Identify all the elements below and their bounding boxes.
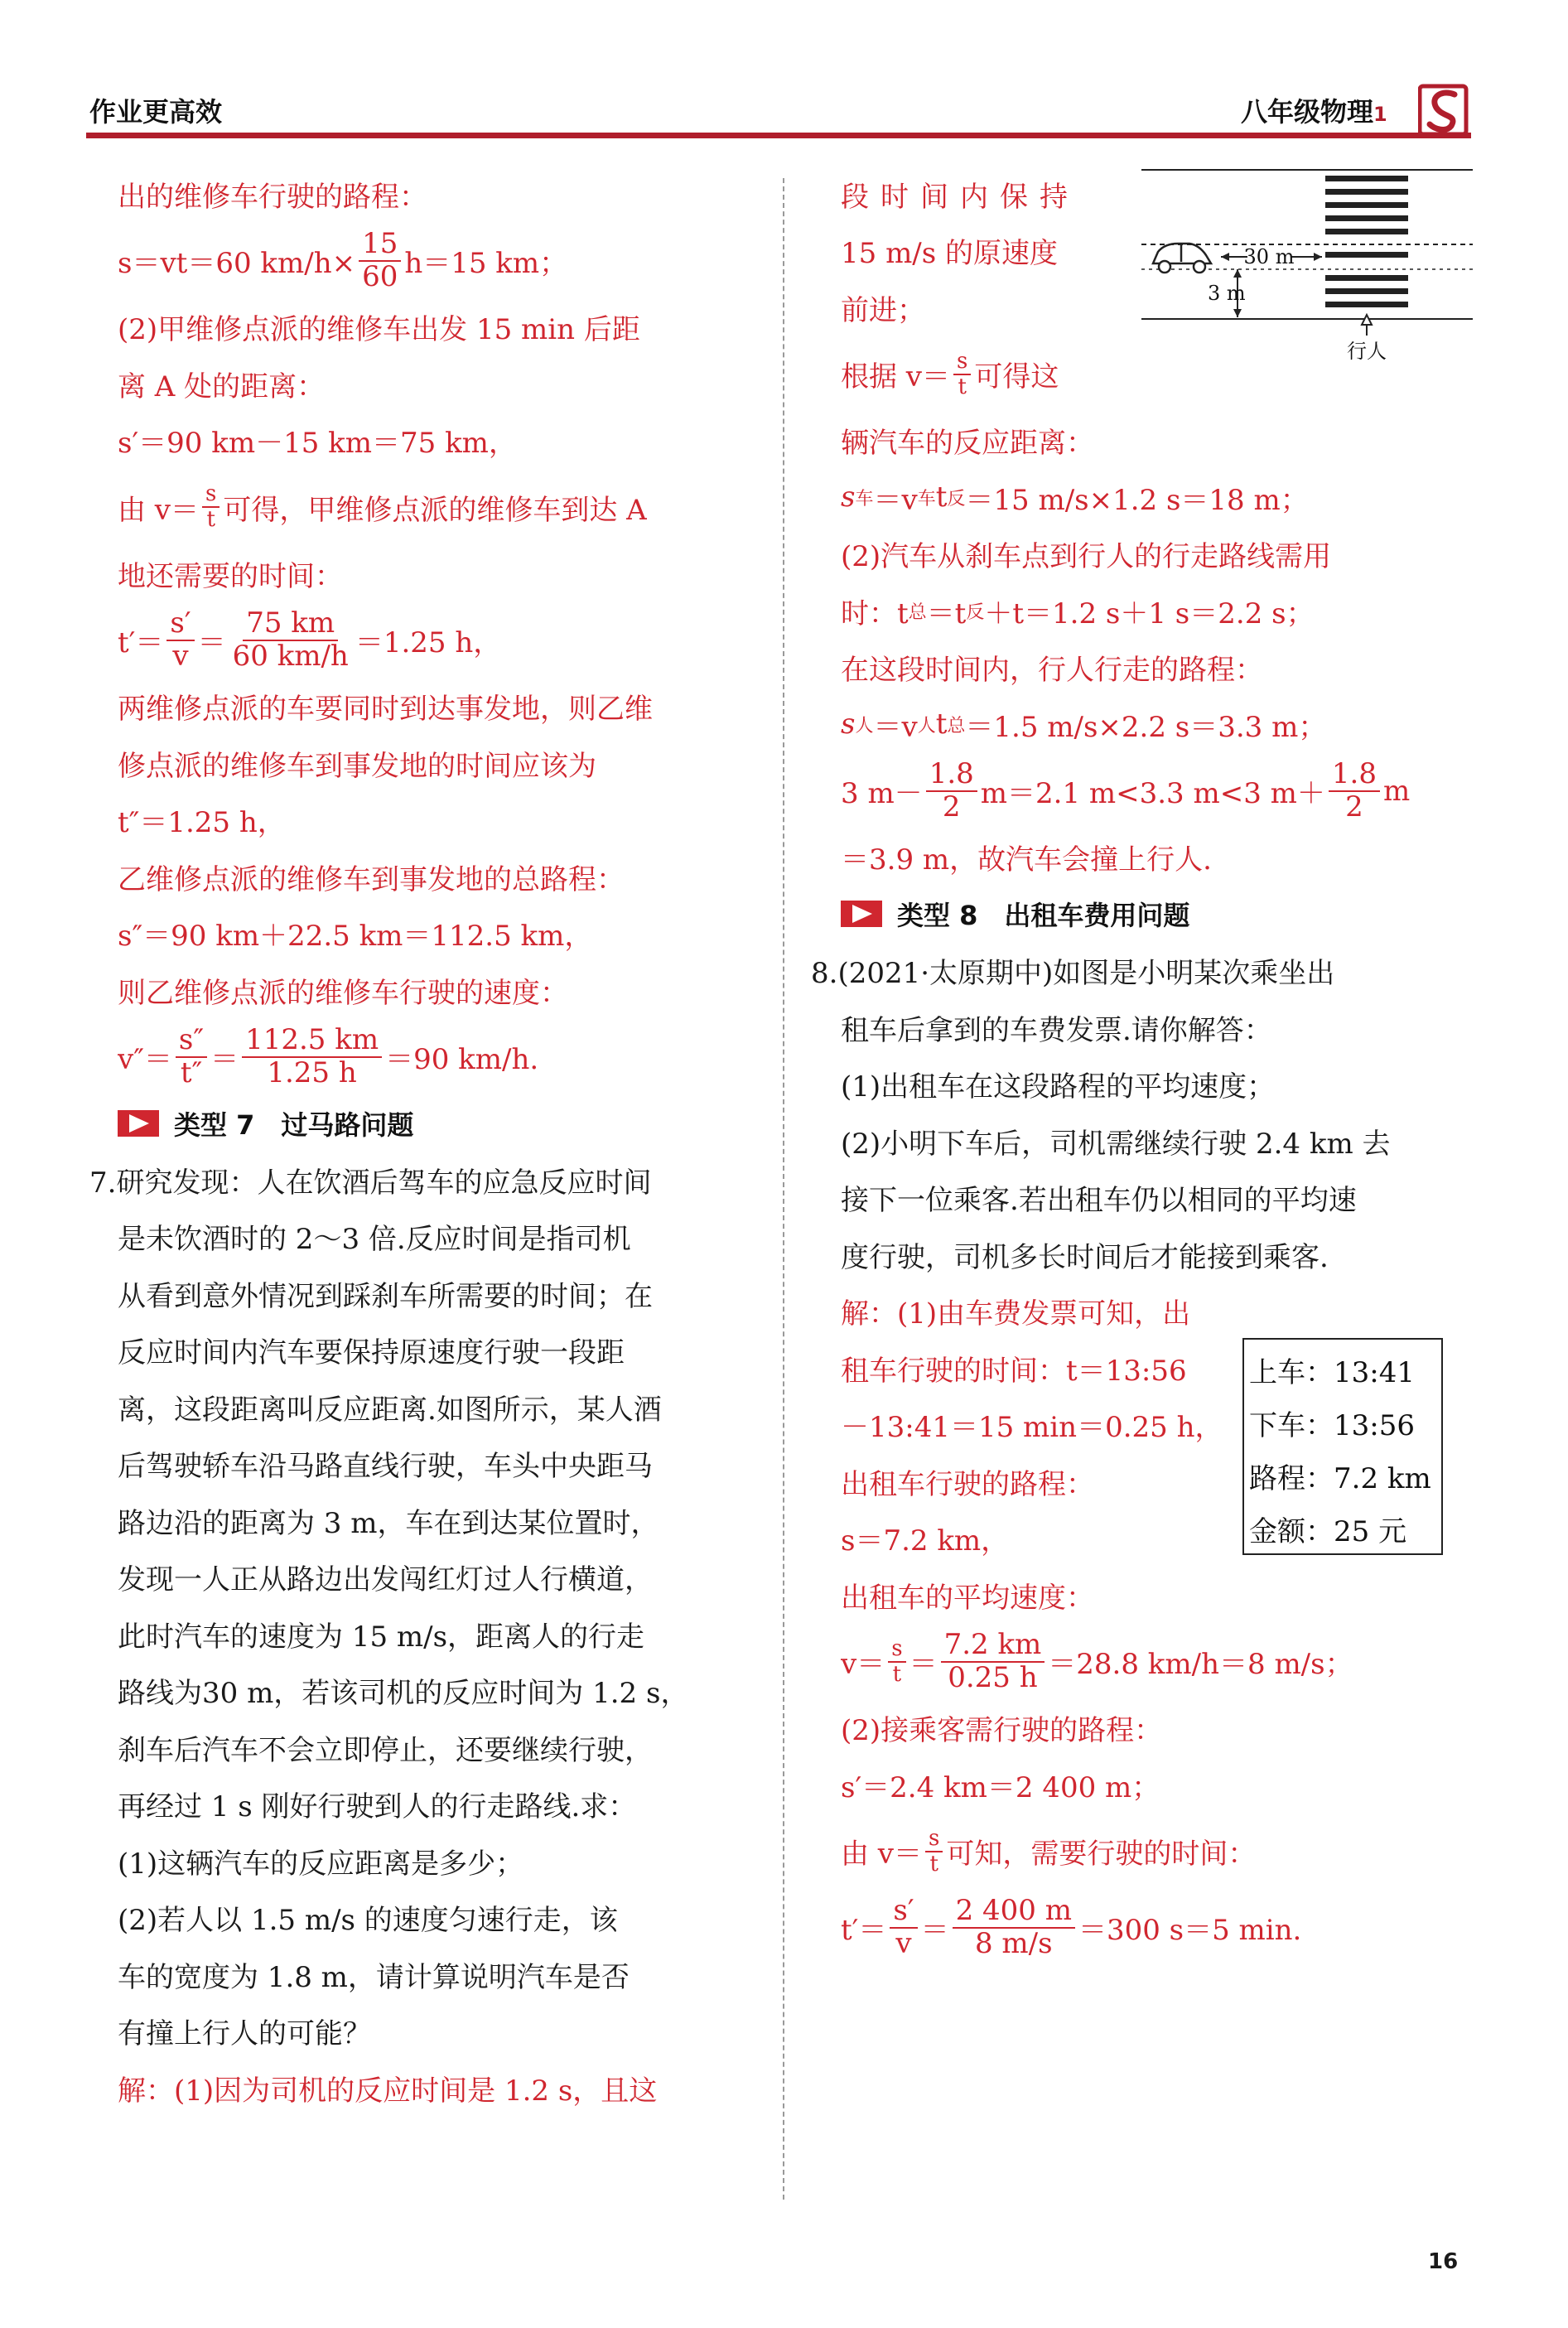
answer-formula: v＝ $\frac{s}{t}$ ＝ $\frac{7.2 km}{0.25 h}$ ＝28.8 km/h＝8 m/s； [841, 1628, 1353, 1694]
question-line: 发现一人正从路边出发闯红灯过人行横道， [118, 1563, 653, 1597]
answer-formula: s 车 ＝v 车 t 反 ＝15 m/s×1.2 s＝18 m； [841, 481, 1309, 517]
answer-line: 出租车的平均速度： [841, 1581, 1094, 1615]
question-line: 是未饮酒时的 2～3 倍.反应时间是指司机 [118, 1223, 631, 1257]
question-line: (2)若人以 1.5 m/s 的速度匀速行走，该 [118, 1904, 618, 1938]
taxi-invoice [1242, 1338, 1443, 1555]
answer-line: 解：(1)因为司机的反应时间是 1.2 s，且这 [118, 2074, 658, 2108]
answer-line: 出租车行驶的路程： [841, 1467, 1094, 1501]
answer-formula: s＝vt＝60 km/h× $\frac{15}{60}$ h＝15 km； [118, 227, 568, 293]
grade-mark: 1 [1373, 103, 1387, 126]
answer-line: s＝7.2 km， [841, 1524, 1010, 1558]
answer-formula: 由 v＝ $\frac{s}{t}$ 可得，甲维修点派的维修车到达 A [118, 481, 647, 532]
answer-line: 两维修点派的车要同时到达事发地，则乙维 [118, 693, 653, 727]
header-right-title [1241, 91, 1387, 129]
distance-label: 30 m [1243, 245, 1295, 268]
question-line: 7.研究发现：人在饮酒后驾车的应急反应时间 [89, 1166, 652, 1200]
question-line: 租车后拿到的车费发票.请你解答： [841, 1013, 1272, 1047]
column-divider [783, 178, 784, 2200]
car-icon [1153, 244, 1211, 273]
answer-line: s″＝90 km＋22.5 km＝112.5 km， [118, 920, 593, 954]
answer-line: t″＝1.25 h， [118, 806, 286, 840]
answer-formula: 根据 v＝ $\frac{s}{t}$ 可得这 [841, 348, 1059, 399]
answer-line: 在这段时间内，行人行走的路程： [841, 654, 1263, 688]
section-header-type8: 类型 8 出租车费用问题 [841, 886, 1479, 943]
question-line: 此时汽车的速度为 15 m/s，距离人的行走 [118, 1620, 645, 1654]
question-line: 再经过 1 s 刚好行驶到人的行走路线.求： [118, 1790, 637, 1824]
page-number: 16 [1428, 2249, 1459, 2274]
answer-line: －13:41＝15 min＝0.25 h， [841, 1411, 1223, 1445]
question-line: 后驾驶轿车沿马路直线行驶，车头中央距马 [118, 1450, 653, 1484]
answer-formula: t′＝ $\frac{s'}{v}$ ＝ $\frac{75 km}{60 km/h}$ ＝1.25 h， [118, 606, 502, 673]
question-line: 路线为30 m，若该司机的反应时间为 1.2 s， [118, 1677, 689, 1711]
answer-line: 15 m/s 的原速度 [841, 237, 1059, 271]
answer-line: 前进； [841, 293, 925, 327]
answer-line: 段时间内保持 [841, 180, 1079, 214]
left-column [89, 166, 760, 2117]
question-line: (1)这辆汽车的反应距离是多少； [118, 1847, 524, 1881]
answer-line: (2)甲维修点派的维修车出发 15 min 后距 [118, 313, 640, 347]
header-rule [86, 133, 1471, 138]
question-line: 度行驶，司机多长时间后才能接到乘客. [841, 1240, 1329, 1274]
answer-line: (2)汽车从刹车点到行人的行走路线需用 [841, 540, 1332, 574]
brand-logo-icon [1418, 83, 1469, 138]
answer-line: 解：(1)由车费发票可知，出 [841, 1297, 1191, 1331]
invoice-board-time: 上车：13:41 [1249, 1355, 1415, 1389]
answer-formula: 3 m－ $\frac{1.8}{2}$ m＝2.1 m<3.3 m<3 m＋ $\frac{1.8}{2}$ m [841, 757, 1411, 823]
invoice-alight-time: 下车：13:56 [1249, 1408, 1415, 1442]
answer-line: (2)接乘客需行驶的路程： [841, 1714, 1163, 1748]
play-triangle-icon [118, 1110, 159, 1137]
answer-line: 租车行驶的时间：t＝13:56 [841, 1354, 1187, 1388]
subject-label: 八年级物理 [1241, 96, 1374, 128]
header-left-title: 作业更高效 [89, 96, 223, 128]
answer-line: 离 A 处的距离： [118, 369, 326, 403]
pedestrian-label: 行人 [1347, 340, 1387, 360]
play-triangle-icon [841, 901, 882, 927]
answer-formula: 由 v＝ $\frac{s}{t}$ 可知，需要行驶的时间： [841, 1825, 1257, 1876]
answer-line: 辆汽车的反应距离： [841, 427, 1094, 461]
question-line: 刹车后汽车不会立即停止，还要继续行驶， [118, 1733, 653, 1767]
answer-line: s′＝90 km－15 km＝75 km， [118, 427, 517, 461]
answer-line: 修点派的维修车到事发地的时间应该为 [118, 749, 596, 783]
right-column [811, 166, 1479, 1966]
answer-line: 乙维修点派的维修车到事发地的总路程： [118, 862, 625, 896]
answer-line: s′＝2.4 km＝2 400 m； [841, 1770, 1160, 1804]
road-crossing-figure [1141, 166, 1481, 360]
answer-formula: v″＝ $\frac{s''}{t''}$ ＝ $\frac{112.5 km}{1.25 h}$ ＝90 km/h. [118, 1023, 539, 1089]
answer-line: 则乙维修点派的维修车行驶的速度： [118, 976, 568, 1010]
crosswalk-stripes [1325, 176, 1408, 307]
question-line: 离，这段距离叫反应距离.如图所示，某人酒 [118, 1393, 662, 1427]
question-line: 有撞上行人的可能？ [118, 2017, 371, 2051]
section-header-type7: 类型 7 过马路问题 [118, 1095, 760, 1152]
answer-formula: t′＝ $\frac{s'}{v}$ ＝ $\frac{2 400 m}{8 m/s}$ ＝300 s＝5 min. [841, 1894, 1302, 1960]
question-line: 8.(2021·太原期中)如图是小明某次乘坐出 [811, 957, 1335, 991]
question-line: (2)小明下车后，司机需继续行驶 2.4 km 去 [841, 1127, 1391, 1161]
question-line: 接下一位乘客.若出租车仍以相同的平均速 [841, 1184, 1357, 1218]
question-line: 路边沿的距离为 3 m，车在到达某位置时， [118, 1506, 659, 1540]
answer-formula: s 人 ＝v 人 t 总 ＝1.5 m/s×2.2 s＝3.3 m； [841, 708, 1327, 744]
answer-formula: 时：t 总 ＝t 反 ＋t＝1.2 s＋1 s＝2.2 s； [841, 596, 1315, 630]
width-label: 3 m [1208, 282, 1246, 305]
question-line: 反应时间内汽车要保持原速度行驶一段距 [118, 1336, 625, 1370]
answer-line: 出的维修车行驶的路程： [118, 180, 427, 214]
question-line: 从看到意外情况到踩刹车所需要的时间；在 [118, 1279, 653, 1313]
answer-line: ＝3.9 m，故汽车会撞上行人. [841, 843, 1212, 877]
question-line: (1)出租车在这段路程的平均速度； [841, 1070, 1276, 1104]
invoice-amount: 金额：25 元 [1249, 1514, 1407, 1548]
question-line: 车的宽度为 1.8 m，请计算说明汽车是否 [118, 1960, 630, 1994]
invoice-distance: 路程：7.2 km [1249, 1461, 1431, 1495]
answer-line: 地还需要的时间： [118, 559, 343, 593]
